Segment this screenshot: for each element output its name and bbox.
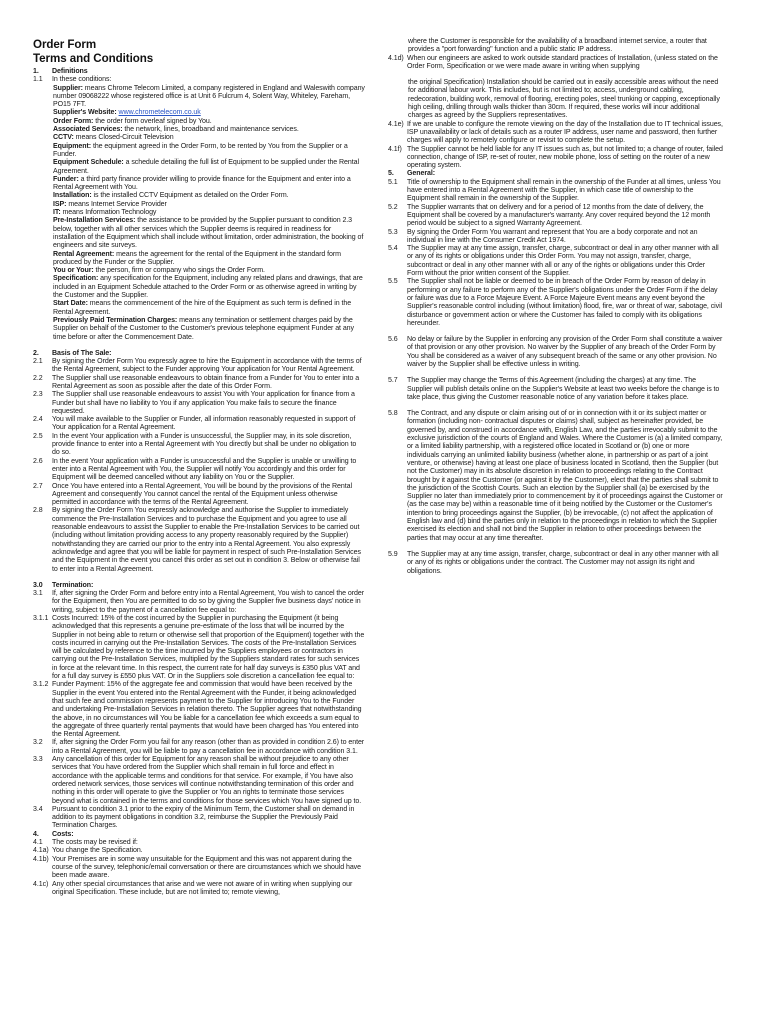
- clause: [388, 551, 723, 576]
- clause-number: 3.2: [33, 739, 43, 747]
- section-heading-general: [388, 170, 723, 178]
- clause-text: Pursuant to condition 3.1 prior to the expiry of the Minimum Term, the Customer shall on demand in addition to its payment obligations in condition 3.2, reimburse the Supplier the Previously Paid Termination Charges.: [52, 805, 355, 830]
- clause: [388, 278, 723, 328]
- clause: [33, 458, 365, 483]
- definition-term: Rental Agreement:: [53, 250, 115, 258]
- spacer: [388, 369, 723, 377]
- clause-text: No delay or failure by the Supplier in enforcing any provision of the Order Form shall constitute a waiver of that provision or any other provision. No waiver by the Supplier of any breach of the Order Form by You shall be considered as a waiver of any subsequent breach of the same or any other provision. No waiver by the Supplier shall be effective unless in writing.: [407, 336, 723, 368]
- section-number: 4.: [33, 830, 39, 838]
- definition-term: Pre-Installation Services:: [53, 217, 136, 225]
- clause-text: The Supplier shall use reasonable endeavours to obtain finance from a Funder for You to enter into a Rental Agreement as soon as possible after the date of this Order Form.: [52, 374, 360, 390]
- definition-item: [53, 159, 365, 176]
- definition-text: the order form overleaf signed by You.: [93, 117, 212, 125]
- clause-number: 2.4: [33, 416, 43, 424]
- clause: [33, 856, 365, 881]
- clause-text: Costs Incurred: 15% of the cost incurred by the Supplier in purchasing the Equipment (it being acknowledged that this represents a genuine pre-estimate of the loss that will be incurred by the Supplier in not being able to return or otherwise sell that proportion of the Equipment) together with the costs incurred in carrying out the Pre-Installation Services. The costs of the Pre-Installation Services will be calculated by reference to the time incurred by the Suppliers employees or contractors in carrying out the Pre-Installation Services, multiplied by the Suppliers standard rates for such services in force at the relevant time. In this respect, the current rate for half day surveys is £350 plus VAT and for a full day survey is £550 plus VAT. Or in the Suppliers sole discretion a cancellation fee equal to:: [52, 615, 365, 681]
- definition-term: Associated Services:: [53, 126, 123, 134]
- clause: [33, 681, 365, 739]
- definition-item: [53, 176, 365, 193]
- definition-text: means Chrome Telecom Limited, a company registered in England and Waleswith company number 09068222 whose registered office is at Unit 6 Fulcrum 4, Solent Way, Whiteley, Fareham, PO15 7FT.: [53, 84, 365, 109]
- clause-text: The Supplier warrants that on delivery and for a period of 12 months from the date of delivery, the Equipment shall be covered by a manufacturer's warranty. Any cover required beyond the 12 month period would be subject to a signed Warranty Agreement.: [407, 203, 711, 228]
- clause-number: 2.6: [33, 457, 43, 465]
- definition-term: IT:: [53, 209, 61, 217]
- definition-term: Start Date:: [53, 300, 88, 308]
- definition-text: the equipment agreed in the Order Form, to be rented by You from the Supplier or a Funder.: [53, 142, 348, 158]
- definition-text: is the installed CCTV Equipment as detailed on the Order Form.: [91, 192, 289, 200]
- definition-item: [53, 118, 365, 126]
- definition-term: Equipment:: [53, 142, 92, 150]
- clause-text: Any other special circumstances that arise and we were not aware of in writing when supplying our original Specification. These include, but are not limited to; remote viewing,: [52, 880, 353, 896]
- clause-text: Your Premises are in some way unsuitable for the Equipment and this was not apparent during the course of the survey, telephonic/email conversation or there are circumstances which we should have been made aware.: [52, 855, 361, 880]
- clause-text: The Supplier cannot be held liable for any IT issues such as, but not limited to; a change of router, failed connection, change of ISP, re-set of router, new mobile phone, loss of setting on the router of a new operating system.: [407, 145, 723, 170]
- costs-clauses: [33, 839, 365, 897]
- clause-number: 5.3: [388, 228, 398, 236]
- clause-text: In these conditions:: [52, 76, 112, 84]
- clause-text: When our engineers are asked to work outside standard practices of Installation, (unless stated on the Order Form, Specification or we were made aware in writing when supplying: [407, 54, 718, 70]
- clause: [388, 179, 723, 204]
- clause-number: 3.1.2: [33, 681, 49, 689]
- definition-term: Installation:: [53, 192, 92, 200]
- clause-number: 5.8: [388, 410, 398, 418]
- clause-text: The Supplier shall use reasonable endeavours to assist You with Your application for finance from a Funder but shall have no liability to You if any application You make fails to secure the finance requested.: [52, 391, 355, 415]
- clause: [33, 615, 365, 681]
- clause: [388, 146, 723, 171]
- definition-term: Supplier:: [53, 84, 83, 92]
- definition-text: means the agreement for the rental of the Equipment in the standard form produced by the Funder or the Supplier.: [53, 250, 341, 266]
- clause: [388, 410, 723, 543]
- clause-text: You will make available to the Supplier or Funder, all information reasonably requested in support of Your application for a Rental Agreement.: [52, 416, 356, 432]
- definition-text: means any termination or settlement charges paid by the Supplier on behalf of the Customer to the Customer's previous telephone equipment Funder at any time before or after the Commencement Date.: [53, 316, 354, 341]
- definition-item: [53, 143, 365, 160]
- clause: [388, 55, 723, 72]
- section-title: Basis of The Sale:: [52, 349, 112, 357]
- clause-text: If, after signing the Order Form you fail for any reason (other than as provided in condition 2.6) to enter into a Rental Agreement, you will be liable to pay a cancellation fee in accordance with condition 3.1.: [52, 739, 365, 755]
- section-number: 5.: [388, 170, 394, 178]
- clause: [388, 229, 723, 246]
- clause-number: 4.1f): [388, 145, 402, 153]
- spacer: [33, 574, 365, 582]
- clause-number: 5.1: [388, 178, 398, 186]
- definition-term: You or Your:: [53, 267, 94, 275]
- definition-text: the assistance to be provided by the Supplier pursuant to condition 2.3 below, together with all other services which the Supplier deems is required in readiness for installation of the Equipment which shall include without limitation, order administration, the booking of engineers and site surveys.: [53, 217, 364, 250]
- section-title: Definitions: [52, 68, 88, 75]
- clause-number: 4.1b): [33, 855, 49, 863]
- continued-text: the original Specification) Installation should be carried out in easily accessible areas without the need for additional labour work. This includes, but is not limited to; access, underground cabling, redecoration, building work, removal of flooring, erecting poles, steel trunking or capping, exceptionally high ceiling, drilling through walls thicker than 30cm. If required, these works will incur additional charges as agreed by the Suppliers representatives.: [408, 79, 720, 120]
- section-heading-termination: [33, 582, 365, 590]
- clause: [388, 204, 723, 229]
- spacer: [388, 328, 723, 336]
- section-heading-definitions: [33, 68, 365, 76]
- clause-number: 2.1: [33, 358, 43, 366]
- clause: [33, 416, 365, 433]
- clause-number: 5.4: [388, 245, 398, 253]
- definition-term: Specification:: [53, 275, 99, 283]
- clause-number: 4.1: [33, 839, 43, 847]
- definition-term: Order Form:: [53, 117, 94, 125]
- definition-item: [53, 192, 365, 200]
- document-title: Order Form: [33, 38, 97, 51]
- clause-number: 3.3: [33, 756, 43, 764]
- section-heading-costs: [33, 831, 365, 839]
- clause-number: 3.1.1: [33, 615, 49, 622]
- section-number: 1.: [33, 68, 39, 75]
- clause-number: 2.5: [33, 432, 43, 440]
- clause: [33, 483, 365, 508]
- clause: [33, 881, 365, 898]
- clause-number: 2.7: [33, 482, 43, 490]
- definition-text: means Closed-Circuit Television: [73, 134, 174, 142]
- clause-text: Any cancellation of this order for Equipment for any reason shall be without prejudice to any other services that You have ordered from the Supplier which shall remain in full force and effect in accordance with the applicable terms and conditions for that service. For example, if You have also ordered network services, those services will continue notwithstanding termination of this order and nothing in this order will operate to give the Supplier or You an rights to terminate those services beyond what is contained in the terms and conditions for those services which You have signed up to.: [52, 756, 362, 805]
- clause-number: 2.3: [33, 391, 43, 399]
- costs-clauses-continued: [388, 121, 723, 171]
- clause-number: 5.2: [388, 203, 398, 211]
- clause-text: The Supplier may at any time assign, transfer, charge, subcontract or deal in any other manner with all or any of its rights or obligations under the contract. The Customer may not assign its right and obligations.: [407, 550, 719, 575]
- definition-text: the network, lines, broadband and maintenance services.: [122, 126, 299, 134]
- definition-term: ISP:: [53, 200, 67, 208]
- clause-text: The costs may be revised if:: [52, 839, 138, 847]
- clause-number: 4.1a): [33, 847, 49, 855]
- definition-text: means the commencement of the hire of the Equipment as such term is defined in the Rental Agreement.: [53, 300, 352, 316]
- definition-text: any specification for the Equipment, including any related plans and drawings, that are included in an Equipment Schedule attached to the Order Form or as otherwise agreed in writing by the Customer and the Supplier.: [53, 275, 363, 300]
- clause-number: 5.7: [388, 377, 398, 385]
- definition-term: Previously Paid Termination Charges:: [53, 316, 178, 324]
- clause: [388, 121, 723, 146]
- clause-number: 3.4: [33, 805, 43, 813]
- clause-text: By signing the Order Form You warrant and represent that You are a body corporate and not an individual in line with the Consumer Credit Act 1974.: [407, 228, 698, 244]
- clause-number: 4.1d): [388, 54, 404, 62]
- spacer: [388, 402, 723, 410]
- definition-item: [53, 300, 365, 317]
- definition-item: [53, 201, 365, 209]
- clause-text: The Supplier may change the Terms of this Agreement (including the charges) at any time. The Supplier will publish details online on the Supplier's Website at least two weeks before the change is to take place, thus giving the Customer reasonable notice of any variation before it takes place.: [407, 377, 720, 401]
- clause-number: 5.5: [388, 278, 398, 286]
- definition-term: CCTV:: [53, 134, 74, 142]
- basis-of-sale-clauses: [33, 358, 365, 582]
- clause: [33, 375, 365, 392]
- definition-term: Funder:: [53, 175, 79, 183]
- section-number: 2.: [33, 349, 39, 357]
- definition-term: Equipment Schedule:: [53, 159, 124, 167]
- definition-text: the person, firm or company who sings the Order Form.: [93, 267, 265, 275]
- clause: [388, 377, 723, 402]
- clause: [388, 336, 723, 369]
- definition-text: means Information Technology: [60, 209, 157, 217]
- clause-number: 2.2: [33, 374, 43, 382]
- clause-number: 3.1: [33, 590, 43, 598]
- clause: [33, 756, 365, 806]
- right-column: [388, 38, 723, 576]
- clause-text: The Supplier shall not be liable or deemed to be in breach of the Order Form by reason of delay in performing or any failure to perform any of the Supplier's obligations under the Order Form if the delay or failure was due to a Force Majeure Event. A Force Majeure Event means any event beyond the Supplier's reasonable control including (without limitation) flood, fire, war or threat of war, sabotage, civil disturbance or government action or where the Customer has failed to comply with its obligations hereunder.: [407, 278, 723, 327]
- clause-text: If we are unable to configure the remote viewing on the day of the Installation due to IT technical issues, ISP unavailability or lack of details such as a router IP address, user name and password, then further charges will apply to remotely configure or revisit to complete the setup.: [407, 120, 723, 145]
- clause-text: By signing the Order Form You expressly agree to hire the Equipment in accordance with the terms of the Rental Agreement, subject to the Funder approving Your application for Your Rental Agreement.: [52, 358, 362, 374]
- definition-item: [53, 267, 365, 275]
- definition-item: [53, 134, 365, 142]
- spacer: [388, 543, 723, 551]
- clause: [33, 433, 365, 458]
- clause-number: 5.9: [388, 550, 398, 558]
- clause-text: Title of ownership to the Equipment shall remain in the ownership of the Funder at all times, unless You have entered into a Rental Agreement with the Supplier, in which case title of ownership to the Equipment shall remain in the ownership of the Supplier.: [407, 178, 721, 203]
- definition-term: Supplier's Website:: [53, 109, 117, 117]
- clause: [388, 245, 723, 278]
- clause-text: The Contract, and any dispute or claim arising out of or in connection with it or its subject matter or formation (including non- contractual disputes or claims) shall, subject as hereinafter provided, be governed by, and construed in accordance with, English Law, and the parties irrevocably submit to the exclusive jurisdiction of the courts of England and Wales. Where the Customer is (a) a limited company, or a limited liability partnership, with a registered office located in Scotland or (b) one or more individuals carrying an unlimited liability business (whether alone, in partnership or as part of a joint venture, or otherwise) having at least one place of business located in Scotland, then the Supplier (but not the Customer) may in its absolute discretion in relation to proceedings relating to the Contract brought by it against the Customer (or against it by the Customer), elect that the parties shall submit to the jurisdiction of the Scottish Courts. Such an election by the Supplier shall (a) be exercised by the Supplier no later than immediately prior to commencement by it of proceedings against the Customer or (as the case may be) within a reasonable time of it being notified by the Customer or the Customer's intention to bring proceedings against the Supplier, (b) be irrevocable, (c) not affect the application of English law and (d) bind the parties only in relation to the proceedings in relation to which the Supplier exercised its election and shall not bind the Supplier in relation to other proceedings between the parties that may occur at any time thereafter.: [407, 410, 723, 542]
- definition-item: [53, 217, 365, 250]
- clause: [33, 76, 365, 84]
- definition-item: [53, 85, 365, 110]
- continued-text: where the Customer is responsible for the availability of a broadband internet service, a router that provides a "port forwarding" function and a public static IP address.: [408, 38, 707, 54]
- clause: [33, 507, 365, 573]
- definition-item: [53, 275, 365, 300]
- clause-text: In the event Your application with a Funder is unsuccessful, the Supplier may, in its sole discretion, provide finance to enter into a Rental Agreement with You directly but shall be under no obligation to do so.: [52, 432, 357, 457]
- clause-text: By signing the Order Form You expressly acknowledge and authorise the Supplier to immediately commence the Pre-Installation Services and to purchase the Equipment and you agree to use all reasonable endeavours to assist the Supplier to enable the Pre-Installation Services to be carried out (including without limitation providing access to any property reasonably required by the Supplier) notwithstanding they are carried our prior to the entry into a Rental Agreement. You also expressly acknowledge and agree that you will be liable for payment in respect of such Pre-Installation Services and the Equipment in the event you cancel this order as set out in condition 3. Below or otherwise fail to enter into a Rental Agreement.: [52, 507, 361, 573]
- section-title: Costs:: [52, 830, 74, 838]
- clause: [33, 739, 365, 756]
- definition-item: [53, 209, 365, 217]
- definition-item: [53, 317, 365, 342]
- supplier-website-link[interactable]: www.chrometelecom.co.uk: [118, 109, 201, 117]
- section-title: Termination:: [52, 581, 94, 589]
- section-title: General:: [407, 170, 436, 178]
- section-number: 3.0: [33, 581, 43, 589]
- definitions-list: [33, 85, 365, 342]
- clause-text: If, after signing the Order Form and before entry into a Rental Agreement, You wish to cancel the order for the Equipment, then You are permitted to do so by giving the Supplier five business days' notice in writing, subject to the payment of a cancellation fee equal to:: [52, 590, 364, 614]
- left-column: [33, 38, 365, 897]
- definition-text: a schedule detailing the full list of Equipment to be supplied under the Rental Agreement.: [53, 159, 359, 175]
- clause-number: 1.1: [33, 76, 43, 84]
- definition-item: [53, 126, 365, 134]
- clause-text: In the event Your application with a Funder is unsuccessful and the Supplier is unable or unwilling to enter into a Rental Agreement with You, the Supplier will notify You accordingly and this order for Equipment will be deemed cancelled without any liability on You or the Supplier.: [52, 457, 357, 482]
- clause: [33, 806, 365, 831]
- termination-clauses: [33, 590, 365, 831]
- clause-number: 2.8: [33, 507, 43, 515]
- definition-item: [53, 109, 365, 117]
- clause-text: Funder Payment: 15% of the aggregate fee and commission that would have been received by the Supplier in the event You entered into the Rental Agreement with the Funder, it being acknowledged that such fee and commission represents payment to the Supplier for introducing You to the Funder and undertaking Pre-Installation Services in relation thereto. The Supplier agrees that notwithstanding the above, in no circumstances will You be liable for a cancellation fee which exceeds a sum equal to the aggregate of three quarterly rental payments that would have been charged has You entered into the Rental Agreement.: [52, 681, 362, 739]
- clause: [33, 391, 365, 416]
- clause-number: 4.1e): [388, 120, 404, 128]
- clause: [33, 847, 365, 855]
- clause-text: The Supplier may at any time assign, transfer, charge, subcontract or deal in any other manner with all or any of its rights or obligations under this Order Form. You may not assign, transfer, charge, subcontract or deal in any other manner with all or any of the rights or obligations under this Order Form without the prior written consent of the Supplier.: [407, 245, 719, 278]
- clause-number: 5.6: [388, 336, 398, 344]
- clause-text: You change the Specification.: [52, 847, 143, 855]
- definition-item: [53, 251, 365, 268]
- clause: [33, 590, 365, 615]
- section-heading-basis-of-sale: [33, 350, 365, 358]
- clause: [33, 358, 365, 375]
- clause-text: Once You have entered into a Rental Agreement, You will be bound by the provisions of the Rental Agreement and consequently You cannot cancel the rental of the Equipment unless otherwise permitted in accordance with the terms of the Rental Agreement.: [52, 482, 352, 507]
- clause: [33, 839, 365, 847]
- document-subtitle: Terms and Conditions: [33, 51, 154, 65]
- definition-text: means Internet Service Provider: [66, 200, 167, 208]
- general-clauses: [388, 179, 723, 576]
- clause-number: 4.1c): [33, 880, 49, 888]
- definition-text: a third party finance provider willing to provide finance for the Equipment and enter into a Rental Agreement with You.: [53, 175, 351, 192]
